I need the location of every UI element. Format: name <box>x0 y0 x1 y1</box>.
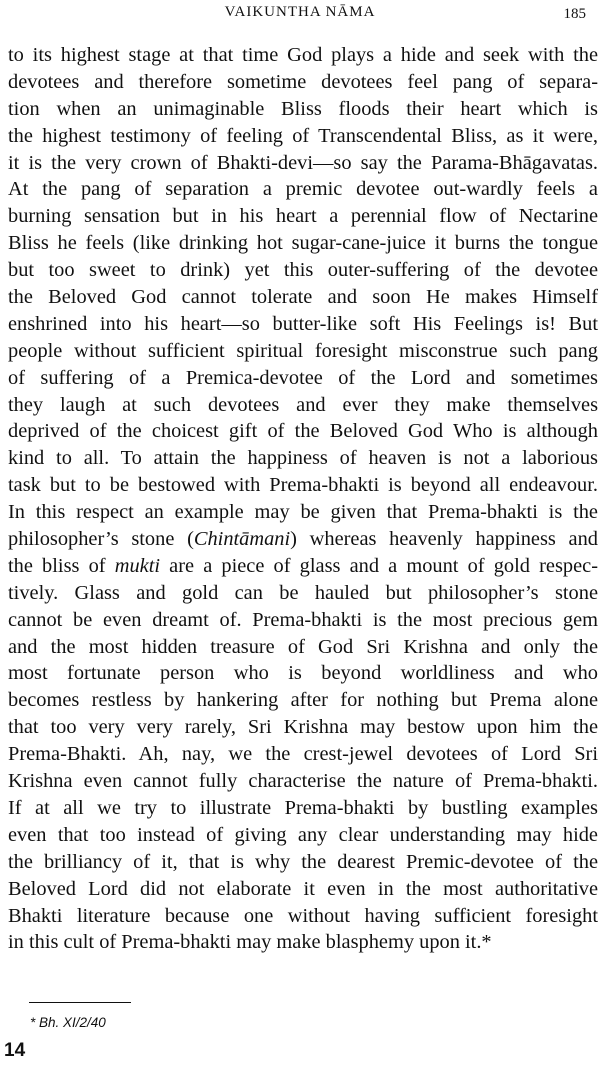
text-line: devotees and therefore sometime devotees feel pang of separa- <box>8 70 598 93</box>
text-line: Bhakti literature because one without having sufficient foresight <box>8 904 598 927</box>
text-line: task but to be bestowed with Prema-bhakti is beyond all endeavour. <box>8 474 598 497</box>
text-line: the Beloved God cannot tolerate and soon He makes Himself <box>8 286 598 309</box>
text-line: but too sweet to drink) yet this outer-suffering of the devotee <box>8 259 598 282</box>
italic-term: mukti <box>114 554 161 577</box>
text-line: and the most hidden treasure of God Sri Krishna and only the <box>8 635 598 658</box>
text-line: the brilliancy of it, that is why the dearest Premic-devotee of the <box>8 850 598 873</box>
body-paragraph <box>8 42 598 956</box>
text-line: most fortunate person who is beyond worldliness and who <box>8 662 598 685</box>
text-segment: philosopher’s stone ( <box>8 528 194 551</box>
text-line: Krishna even cannot fully characterise the nature of Prema-bhakti. <box>8 770 598 793</box>
text-line: to its highest stage at that time God plays a hide and seek with the <box>8 44 598 66</box>
text-line: it is the very crown of Bhakti-devi—so say the Parama-Bhāgavatas. <box>8 151 598 174</box>
text-line <box>8 553 598 580</box>
folio-signature: 14 <box>4 1040 26 1061</box>
text-segment: are a piece of glass and a mount of gold respec- <box>160 554 598 577</box>
text-segment: ) whereas heavenly happiness and <box>290 528 598 551</box>
text-segment: the bliss of <box>8 554 115 577</box>
text-line: deprived of the choicest gift of the Beloved God Who is although <box>8 420 598 443</box>
text-line: If at all we try to illustrate Prema-bhakti by bustling examples <box>8 796 598 819</box>
text-line: tively. Glass and gold can be hauled but philosopher’s stone <box>8 581 598 604</box>
text-line: Beloved Lord did not elaborate it even in the most authoritative <box>8 877 598 900</box>
text-line: burning sensation but in his heart a perennial flow of Nectarine <box>8 205 598 228</box>
text-line: becomes restless by hankering after for nothing but Prema alone <box>8 689 598 712</box>
text-line: cannot be even dreamt of. Prema-bhakti is the most precious gem <box>8 608 598 631</box>
text-line: Bliss he feels (like drinking hot sugar-cane-juice it burns the tongue <box>8 232 598 255</box>
text-line: the highest testimony of feeling of Transcendental Bliss, as it were, <box>8 124 598 147</box>
footnote-divider <box>29 1002 131 1003</box>
text-line: tion when an unimaginable Bliss floods their heart which is <box>8 97 598 120</box>
running-head-title: VAIKUNTHA NĀMA <box>224 4 376 20</box>
text-line: enshrined into his heart—so butter-like soft His Feelings is! But <box>8 312 598 335</box>
page-number: 185 <box>563 6 586 22</box>
text-line: In this respect an example may be given that Prema-bhakti is the <box>8 501 598 524</box>
text-line: people without sufficient spiritual foresight misconstrue such pang <box>8 339 598 362</box>
text-line: At the pang of separation a premic devotee out-wardly feels a <box>8 178 598 201</box>
footnote: * Bh. XI/2/40 <box>30 1015 106 1030</box>
text-line: kind to all. To attain the happiness of heaven is not a laborious <box>8 447 598 470</box>
text-line: of suffering of a Premica-devotee of the Lord and sometimes <box>8 366 598 389</box>
text-line: Prema-Bhakti. Ah, nay, we the crest-jewel devotees of Lord Sri <box>8 743 598 766</box>
text-line: they laugh at such devotees and ever they make themselves <box>8 393 598 416</box>
text-line: even that too instead of giving any clear understanding may hide <box>8 823 598 846</box>
italic-term: Chintāmani <box>193 528 291 551</box>
text-line: in this cult of Prema-bhakti may make blasphemy upon it.* <box>8 931 492 954</box>
text-line <box>8 526 598 553</box>
text-line: that too very very rarely, Sri Krishna may bestow upon him the <box>8 716 598 739</box>
